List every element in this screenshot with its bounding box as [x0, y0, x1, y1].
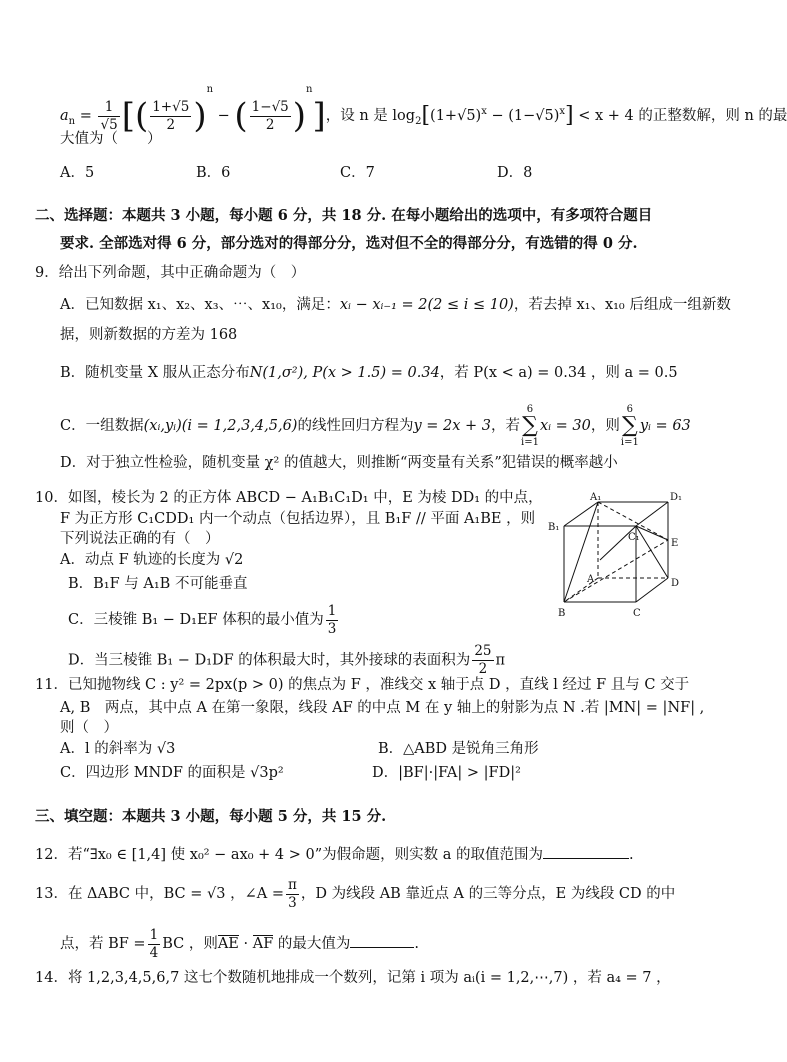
- label-d: D: [671, 578, 680, 589]
- q12-answer-blank[interactable]: [543, 842, 629, 859]
- q10-stem-line3: 下列说法正确的有（ ）: [60, 531, 220, 547]
- q11-stem-line2: A, B 两点，其中点 A 在第一象限，线段 AF 的中点 M 在 y 轴上的射影为点 N .若 |MN| = |NF| ,: [60, 700, 705, 716]
- label-a: A: [587, 574, 595, 585]
- q10-stem-line1: 10．如图，棱长为 2 的正方体 ABCD − A₁B₁C₁D₁ 中，E 为棱 DD₁ 的中点，: [35, 490, 543, 506]
- q10-option-d: D．当三棱锥 B₁ − D₁DF 的体积最大时，其外接球的表面积为 $\frac{25}{2}$ π: [68, 643, 506, 677]
- q8-log-x1: x: [481, 106, 487, 118]
- q13-vector-af: AF: [252, 936, 274, 952]
- q13-line2: 点，若 BF = $\frac{1}{4}$ BC ，则AE · AF 的最大值为 .: [60, 926, 419, 961]
- q8-line2: 大值为（ ）: [60, 131, 162, 147]
- q10-stem-line2: F 为正方形 C₁CDD₁ 内一个动点（包括边界），且 B₁F // 平面 A₁BE ，则: [60, 511, 536, 527]
- q8-frac-3: $\frac{1-√5}{2}$: [251, 98, 289, 133]
- q8-frac-2: $\frac{1+√5}{2}$: [152, 98, 190, 133]
- q8-paren-open-1: (: [134, 96, 149, 136]
- label-c: C: [633, 608, 641, 619]
- q8-option-c: C．7: [340, 165, 375, 181]
- q10-d-frac: $\frac{25}{2}$: [474, 643, 492, 677]
- q9-c-formula: (xᵢ,yᵢ)(i = 1,2,3,4,5,6): [143, 418, 298, 434]
- q8-eq: =: [79, 108, 92, 124]
- q8-pow-2: n: [306, 84, 313, 95]
- q8-formula-line: $a_n$ = $\frac{1}{√5}$ [( $\frac{1+√5}{2}$ )$^n$ − ( $\frac{1-√5}{2}$ )$^n$]，设 n 是 $\log_2[(1+√5)^x - (1-√5)^x] < x + 4$ 的正整数解，则 n 的最: [60, 84, 787, 136]
- q9-c-regression: y = 2x + 3: [413, 418, 492, 434]
- q8-option-b: B．6: [196, 165, 231, 181]
- q8-a: a: [60, 108, 69, 124]
- section2-heading-line1: 二、选择题：本题共 3 小题，每小题 6 分，共 18 分. 在每小题给出的选项中，有多项符合题目: [35, 207, 653, 224]
- q11-option-d: D．|BF|·|FA| > |FD|²: [372, 765, 521, 781]
- q11-option-b: B．△ABD 是锐角三角形: [378, 741, 539, 757]
- label-b1: B₁: [548, 522, 560, 533]
- q8-paren-close-2: ): [292, 96, 307, 136]
- q8-log-x2: x: [559, 106, 566, 118]
- q9-option-c: C．一组数据(xᵢ,yᵢ)(i = 1,2,3,4,5,6)的线性回归方程为y = 2x + 3，若 6 ∑ i=1 xᵢ = 30，则 6 ∑ i=1 yᵢ = 63: [60, 404, 691, 448]
- q11-option-a: A．l 的斜率为 √3: [60, 741, 176, 757]
- label-a1: A₁: [590, 492, 602, 503]
- q8-pow-1: n: [206, 84, 214, 95]
- q10-option-a: A．动点 F 轨迹的长度为 √2: [60, 552, 244, 568]
- q8-log-expr: (1+√5): [430, 108, 482, 124]
- q8-log-bracket-close: ]: [565, 103, 574, 128]
- q12: 12．若“∃x₀ ∈ [1,4] 使 x₀² − ax₀ + 4 > 0”为假命题，则实数 a 的取值范围为 .: [35, 842, 634, 866]
- q11-option-c: C．四边形 MNDF 的面积是 √3p²: [60, 765, 284, 781]
- q8-option-d: D．8: [497, 165, 533, 181]
- q13-line1: 13．在 ΔABC 中，BC = √3 ，∠A = $\frac{\pi}{3}$ ，D 为线段 AB 靠近点 A 的三等分点，E 为线段 CD 的中: [35, 876, 676, 911]
- q9-stem: 9．给出下列命题，其中正确命题为（ ）: [35, 265, 306, 281]
- q10-c-frac: $\frac{1}{3}$: [327, 602, 337, 637]
- label-c1: C₁: [628, 532, 640, 543]
- q9-option-b: B．随机变量 X 服从正态分布N(1,σ²), P(x > 1.5) = 0.34，若 P(x < a) = 0.34 ，则 a = 0.5: [60, 365, 678, 381]
- q9-b-formula: N(1,σ²), P(x > 1.5) = 0.34: [249, 365, 440, 381]
- label-e: E: [671, 538, 679, 549]
- q13-pi-frac: $\frac{\pi}{3}$: [287, 876, 297, 911]
- cube-figure: [540, 490, 700, 622]
- q8-log-bracket-open: [: [421, 103, 431, 128]
- section2-heading-line2: 要求. 全部选对得 6 分，部分选对的得部分分，选对但不全的得部分分，有选错的得 0 分.: [60, 235, 638, 252]
- q13-quarter-frac: $\frac{1}{4}$: [149, 926, 159, 961]
- q8-paren-open-2: (: [234, 96, 248, 136]
- label-d1: D₁: [670, 492, 683, 503]
- q10-option-b: B．B₁F 与 A₁B 不可能垂直: [68, 576, 248, 592]
- q8-tail-text: < x + 4 的正整数解，则 n 的最: [573, 108, 787, 124]
- q8-a-sub: n: [68, 115, 76, 127]
- q8-option-a: A．5: [60, 165, 95, 181]
- q11-stem-line1: 11．已知抛物线 C : y² = 2px(p > 0) 的焦点为 F ，准线交 x 轴于点 D ，直线 l 经过 F 且与 C 交于: [35, 677, 690, 693]
- q9-option-a-line1: A．已知数据 x₁、x₂、x₃、⋯、x₁₀，满足：xᵢ − xᵢ₋₁ = 2(2 ≤ i ≤ 10)，若去掉 x₁、x₁₀ 后组成一组新数: [60, 297, 731, 313]
- q9-sum-2: 6 ∑ i=1: [620, 404, 639, 448]
- label-b: B: [558, 608, 566, 619]
- q9-sum-1: 6 ∑ i=1: [521, 404, 539, 448]
- q8-bracket-close: ]: [312, 96, 326, 136]
- q8-middle-text: ，设 n 是 log: [325, 108, 416, 124]
- q10-option-c: C．三棱锥 B₁ − D₁EF 体积的最小值为 $\frac{1}{3}$: [68, 602, 337, 637]
- q8-bracket-open: [: [121, 96, 135, 136]
- q8-paren-close-1: ): [193, 96, 207, 136]
- q9-option-a-line2: 据，则新数据的方差为 168: [60, 327, 238, 343]
- q8-log-minus: − (1−√5): [486, 108, 560, 124]
- q8-log-sub: 2: [415, 115, 422, 127]
- q14-line1: 14．将 1,2,3,4,5,6,7 这七个数随机地排成一个数列，记第 i 项为 aᵢ(i = 1,2,⋯,7) ，若 a₄ = 7 ，: [35, 970, 671, 986]
- q13-answer-blank[interactable]: [350, 931, 414, 948]
- section3-heading: 三、填空题：本题共 3 小题，每小题 5 分，共 15 分.: [35, 808, 387, 825]
- q9-a-formula: xᵢ − xᵢ₋₁ = 2(2 ≤ i ≤ 10): [339, 297, 514, 313]
- q11-stem-line3: 则（ ）: [60, 720, 118, 736]
- q8-frac-1: $\frac{1}{√5}$: [100, 98, 118, 133]
- q13-vector-ae: AE: [217, 936, 239, 952]
- q9-option-d: D．对于独立性检验，随机变量 χ² 的值越大，则推断“两变量有关系”犯错误的概率越小: [60, 455, 618, 471]
